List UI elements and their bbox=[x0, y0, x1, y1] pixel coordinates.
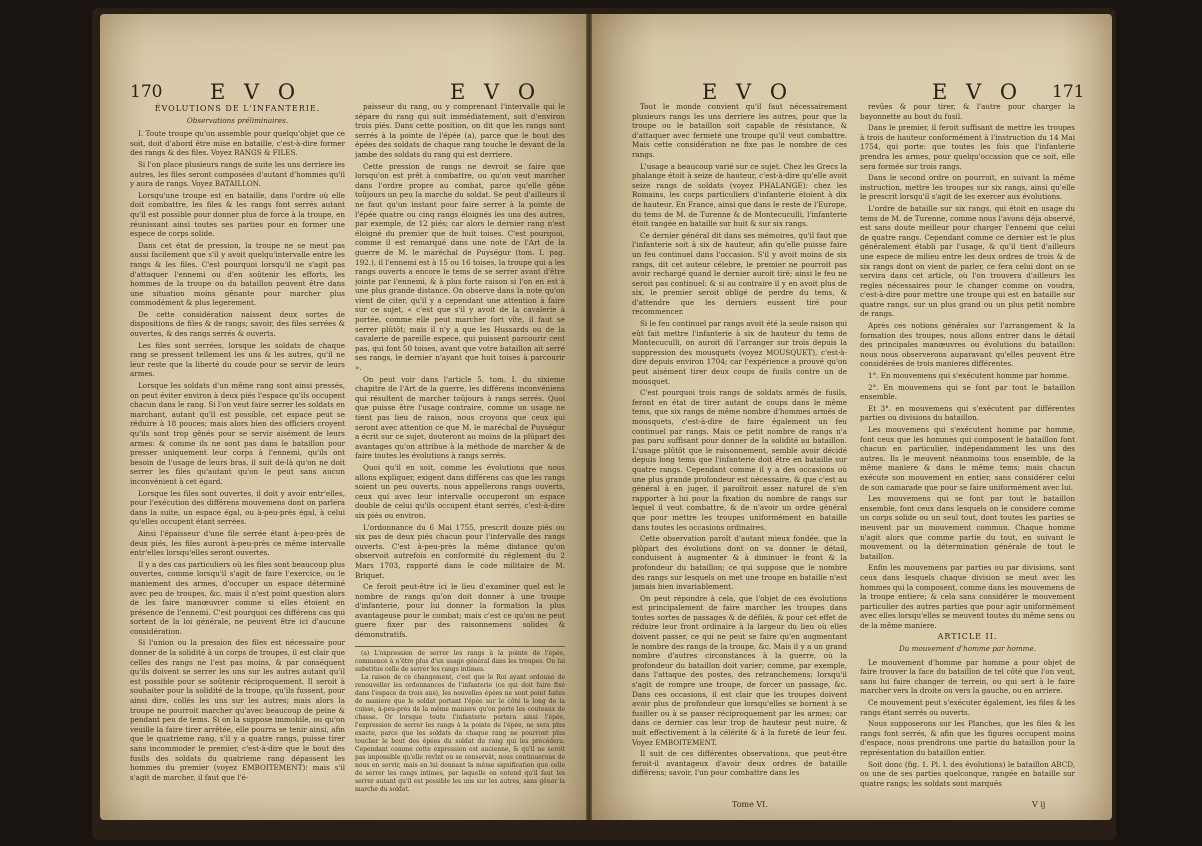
paragraph: 1°. En mouvemens qui s'exécutent homme par homme. bbox=[868, 371, 1070, 381]
article-subtitle: Du mouvement d'homme par homme. bbox=[898, 644, 1037, 654]
paragraph: Les mouvemens qui s'exécutent homme par homme, font ceux que les hommes qui composent le bataillon font chacun en particulier, indépendamment les uns des autres. Ils le meuvent néanmoins tous ensemble, de la même maniere & dans le même tems; mais chacun exécute son mouvement en entier, sans considérer celui de son camarade que pour se faire uniformément avec lui. bbox=[860, 425, 1075, 492]
paragraph: Soit donc (fig. 1. Pl. I. des évolutions) le bataillon ABCD, ou une de ses parties quelconque, rangée en bataille sur quatre rangs; les soldats sont marqués bbox=[860, 759, 1075, 788]
paragraph: paisseur du rang, ou y comprenant l'intervalle qui le sépare du rang qui suit immédiatement, soit d'environ trois piés. Dans cette position, on dit que les rangs sont serrés à la pointe de l'épée (a), parce que le bout des épées des soldats de chaque rang touche le devant de la jambe des soldats du rang qui est derriere. bbox=[355, 102, 565, 159]
paragraph: On peut répondre à cela, que l'objet de ces évolutions est principalement de faire marcher les troupes dans toutes sortes de passages & de défilés, & pour cet effet de réduire leur front ordinaire à la largeur du lieu où elles doivent passer, ce qui ne peut se faire qu'en augmentant le nombre des rangs de la troupe, &c. Mais il y a un grand nombre d'autres circonstances à la guerre, où la profondeur du bataillon doit varier; comme, par exemple, dans l'attaque des postes, des retranchemens; lorsqu'il s'agit de rompre une troupe, de forcer un passage, &c. Dans ces occasions, il est clair que les troupes doivent avoir plus de profondeur que lorsqu'elles se bornent à se fusiller ou à se passer réciproquement par les armes; car dans ce dernier cas leur trop de hauteur peut nuire, & nuit effectivement à la célérité & à la fureté de leur feu. Voyez EMBOITEMENT. bbox=[632, 593, 847, 747]
right-page bbox=[592, 14, 1112, 820]
right-page-number: 171 bbox=[1052, 82, 1085, 102]
paragraph: Lorsque les soldats d'un même rang sont ainsi pressés, on peut éviter environ à deux piés l'espace qu'ils occupent chacun dans le rang. Si l'on veut faire serrer les soldats en marchant, autant qu'il est possible, cet espace peut se réduire à 18 pouces; mais alors bien des officiers croyent qu'ils sont trop gênés pour se servir aisément de leurs armes: & comme ils ne sont pas dans le bataillon pour presser uniquement leur corps à l'ennemi, qu'ils ont besoin de l'usage de leurs bras, il suit de-là qu'on ne doit serrer les files qu'autant qu'on le peut sans aucun inconvénient à cet égard. bbox=[130, 381, 345, 486]
paragraph: Lorsqu'une troupe est en bataille, dans l'ordre où elle doit combattre, les files & les rangs font serrés autant qu'il est possible pour donner plus de force à la troupe, en réunissant ainsi toutes ses parties pour en former une espece de corps solide. bbox=[130, 190, 345, 239]
paragraph: Ce feroit peut-être ici le lieu d'examiner quel est le nombre de rangs qu'on doit donner à une troupe d'infanterie, pour lui donner la formation la plus avantageuse pour le combat; mais c'est ce qu'on ne peut guere fixer par des raisonnemens solides & démonstratifs. bbox=[355, 582, 565, 640]
right-running-head-2: E V O bbox=[932, 80, 1024, 104]
paragraph: revûes & pour tirer, & l'autre pour charger la bayonnette au bout du fusil. bbox=[860, 102, 1075, 121]
paragraph: Et 3°. en mouvemens qui s'exécutent par différentes parties ou divisions du bataillon. bbox=[860, 403, 1075, 423]
paragraph: C'est pourquoi trois rangs de soldats armés de fusils, feront en état de tirer autant de coups dans le même tems, que six rangs de même nombre d'hommes armés de mousquets, c'est-à-dire de faire également un feu continuel par rangs. Mais ce petit nombre de rangs n'a pas paru suffisant pour donner de la solidité au bataillon. L'usage plûtôt que le raisonnement, semble avoir décidé depuis long tems que l'infanterie doit être en bataille sur quatre rangs. Cependant comme il y a des occasions où une plus grande profondeur est nécessaire, & que c'est au général à en juger, il paroîtroit assez naturel de s'en rapporter à lui pour la fixation du nombre de rangs sur lequel il veut combattre, & de n'avoir un ordre général que pour mettre les troupes uniformément en bataille dans toutes les occasions ordinaires. bbox=[632, 388, 847, 532]
paragraph: Il suit de ces différentes observations, que peut-être feroit-il avantageux d'avoir deux ordres de bataille différens; savoir, l'un pour combattre dans les bbox=[632, 749, 847, 778]
paragraph: L'ordre de bataille sur six rangs, qui étoit en usage du tems de M. de Turenne, comme nous l'avons déja observé, est sans doute meilleur pour charger l'ennemi que celui de quatre rangs. Cependant comme ce dernier est le plus généralement établi par l'usage, & qu'il tient d'ailleurs une espece de milieu entre les deux ordres de trois & de six rangs dont on vient de parler, ce fera celui dont on se servira dans cet article, où l'on trouvera d'ailleurs les regles nécessaires pour le changer comme on voudra, c'est-à-dire pour mettre une troupe qui est en bataille sur quatre rangs, sur un plus grand ou un plus petit nombre de rangs. bbox=[860, 203, 1075, 319]
paragraph: Dans cet état de pression, la troupe ne se meut pas aussi facilement que s'il y avoit quelqu'intervalle entre les rangs & les files. C'est pourquoi lorsqu'il ne s'agit pas d'attaquer l'ennemi ou d'en soûtenir les efforts, les hommes de la troupe ou du bataillon peuvent être dans une situation moins gênante pour marcher plus commodément & plus legerement. bbox=[130, 240, 345, 308]
paragraph: Si le feu continuel par rangs avoit été la seule raison qui eût fait mettre l'infanterie à six de hauteur du tems de Montecuculli, on auroit dû l'arranger sur trois depuis la suppression des mousquets (voyez MOUSQUET), c'est-à-dire depuis environ 1704; car l'expérience a prouvé qu'on peut aisément tirer deux coups de fusils contre un de mousquet. bbox=[632, 319, 847, 386]
paragraph: Ce mouvement peut s'exécuter également, les files & les rangs étant serrés ou ouverts. bbox=[860, 698, 1075, 717]
paragraph: Cette observation paroît d'autant mieux fondée, que la plûpart des évolutions dont on va donner le détail, conduisent à augmenter & à diminuer le front & la profondeur du bataillon; ce qui suppose que le nombre des rangs sur lesquels on met une troupe en bataille n'est jamais bien invariablement. bbox=[632, 534, 847, 592]
footnote-line: (a) L'expression de serrer les rangs à la pointe de l'épée, commence à n'être plus d'un usage général dans les troupes. On lui substitue celle de serrer les rangs intimes. bbox=[355, 649, 565, 673]
right-column-2 bbox=[860, 102, 1075, 792]
left-running-head-1: E V O bbox=[210, 80, 302, 104]
paragraph: Si l'union ou la pression des files est nécessaire pour donner de la solidité à un corps de troupes, il est clair que celles des rangs ne l'est pas moins, & par conséquent qu'ils doivent se serrer les uns sur les autres autant qu'il est possible pour se soûtenir réciproquement. Il seroit à souhaiter pour la solidité de la troupe, qu'ils fussent, pour ainsi dire, collés les uns sur les autres; mais alors la troupe ne pourroit marcher qu'avec beaucoup de peine & pendant peu de tems. Si on la suppose immobile, ou qu'on veuille la faire tirer arrêtée, elle pourra se tenir ainsi, afin que le quatrieme rang, s'il y a quatre rangs, puisse tirer sans incommoder le premier, c'est-à-dire que le bout des fusils des soldats du quatrieme rang dépassent les hommes du premier (voyez EMBOITEMENT): mais s'il s'agit de marcher, il faut que l'é- bbox=[130, 638, 345, 782]
paragraph: Le mouvement d'homme par homme a pour objet de faire trouver la face du bataillon de tel côté que l'on veut, sans lui faire changer de terrein, ou qui sert à le faire marcher vers la droite ou vers la gauche, ou en arriere. bbox=[860, 657, 1075, 696]
left-page bbox=[100, 14, 586, 820]
paragraph: I. Toute troupe qu'on assemble pour quelqu'objet que ce soit, doit d'abord être mise en bataille, c'est-à-dire former des rangs & des files. Voyez RANGS & FILES. bbox=[130, 129, 345, 158]
paragraph: 2°. En mouvemens qui se font par tout le bataillon ensemble. bbox=[860, 382, 1075, 402]
section-title: ÉVOLUTIONS DE L'INFANTERIE. bbox=[154, 104, 321, 113]
paragraph: Les mouvemens qui se font par tout le bataillon ensemble, font ceux dans lesquels on le considere comme un corps solide ou un seul tout, dont toutes les parties se meuvent par un mouvement commun. Chaque homme n'agit alors que comme partie du tout, en suivant le mouvement ou la détermination générale de tout le bataillon. bbox=[860, 494, 1075, 561]
volume-footer: Tome VI. bbox=[732, 800, 768, 809]
footnote bbox=[355, 646, 565, 794]
section-subtitle: Observations préliminaires. bbox=[186, 115, 289, 125]
paragraph: Après ces notions générales sur l'arrangement & la formation des troupes, nous allons entrer dans le détail des principales manœuvres ou évolutions du bataillon: nous nous observerons auparavant qu'elles peuvent être considérées de trois manieres différentes. bbox=[860, 321, 1075, 369]
paragraph: Nous supposerons sur les Planches, que les files & les rangs font serrés, & afin que les figures occupent moins d'espace, nous prendrons une partie du bataillon pour la représentation du bataillon entier. bbox=[860, 719, 1075, 757]
paragraph: Dans le second ordre on pourroit, en suivant la même instruction, mettre les troupes sur six rangs, ainsi qu'elle le prescrit lorsqu'il s'agit de les exercer aux évolutions. bbox=[860, 173, 1075, 202]
paragraph: L'usage a beaucoup varié sur ce sujet. Chez les Grecs la phalange étoit à seize de hauteur, c'est-à-dire qu'elle avoit seize rangs de soldats (voyez PHALANGE): chez les Romains, les corps particuliers d'infanterie étoient à dix de hauteur. En France, ainsi que dans le reste de l'Europe, du tems de M. de Turenne & de Montecuculli, l'infanterie étoit rangée en bataille sur huit & sur six rangs. bbox=[632, 161, 847, 229]
paragraph: Dans le premier, il feroit suffisant de mettre les troupes à trois de hauteur conformément à l'instruction du 14 Mai 1754, qui porte: que toutes les fois que l'infanterie prendra les armes, pour quelqu'occasion que ce soit, elle sera formée sur trois rangs. bbox=[860, 123, 1075, 171]
paragraph: Cette pression de rangs ne devroit se faire que lorsqu'on est prêt à combattre, ou qu'on veut marcher dans l'ordre propre au combat, parce qu'elle gêne toûjours un peu la marche du soldat. Se peut d'ailleurs il ne faut qu'un instant pour faire serrer à la pointe de l'épée quatre ou cinq rangs éloignés les uns des autres, par exemple, de 12 piés; car alors le dernier rang n'est éloigné du premier que de huit toises. C'est pourquoi, comme il est remarqué dans une note de l'Art de la guerre de M. le maréchal de Puységur (tom. I. pag. 192.), il l'ennemi est à 15 ou 16 toises, la troupe qui a les rangs ouverts a encore le tems de se serrer avant d'être jointe par l'ennemi, & à plus forte raison si l'on en est à une plus grande distance. On observe dans la note qu'on vient de citer, qu'il y a cependant une attention à faire sur ce sujet, « c'est que s'il y avoit de la cavalerie à portée, comme elle peut marcher fort vîte, il faut se serrer plûtôt; mais il n'y a que les Hussards ou de la cavalerie de pareille espece, qui puissent parcourir cent pas, qui font 50 toises, avant que votre bataillon ait serré ses rangs, le dernier n'ayant que huit toises à parcourir ». bbox=[355, 161, 565, 373]
paragraph: On peut voir dans l'article 5. tom. I. du sixieme chapitre de l'Art de la guerre, les différens inconvéniens qui résultent de marcher toûjours à rangs serrés. Quoi que puisse être l'usage contraire, comme un usage ne tient pas lieu de raison, nous croyons que ceux qui seront avec attention ce que M. le maréchal de Puységur a écrit sur ce sujet, douteront au moins de la plûpart des avantages qu'on attribue à la méthode de marcher & de faire toutes les évolutions à rangs serrés. bbox=[355, 374, 565, 461]
paragraph: Les files sont serrées, lorsque les soldats de chaque rang se pressent tellement les uns & les autres, qu'il ne leur reste que la liberté du coude pour se servir de leurs armes. bbox=[130, 340, 345, 379]
paragraph: Lorsque les files sont ouvertes, il doit y avoir entr'elles, pour l'exécution des différens mouvemens dont on parlera dans la suite, un espace égal, ou à-peu-près égal, à celui qu'elles occupent étant serrées. bbox=[130, 488, 345, 527]
paragraph: L'ordonnance du 6 Mai 1755, prescrit douze piés ou six pas de deux piés chacun pour l'intervalle des rangs ouverts. C'est à-peu-près la même distance qu'on observoit autrefois en conformité du réglement du 2 Mars 1703, rapporté dans le code militaire de M. Briquet. bbox=[355, 522, 565, 580]
paragraph: Ainsi l'épaisseur d'une file serrée étant à-peu-près de deux piés, les files auront à-peu-près ce même intervalle entr'elles lorsqu'elles seront ouvertes. bbox=[130, 528, 345, 558]
article-title: ARTICLE II. bbox=[937, 632, 998, 642]
paragraph: De cette considération naissent deux sortes de dispositions de files & de rangs; savoir, des files serrées & ouvertes, & des rangs serrés & ouverts. bbox=[130, 309, 345, 339]
left-page-number: 170 bbox=[130, 82, 163, 102]
left-column-1 bbox=[130, 102, 345, 802]
paragraph: Quoi qu'il en soit, comme les évolutions que nous allons expliquer, exigent dans différens cas que les rangs soient un peu ouverts, nous appellerons rangs ouverts, ceux qui avec leur intervalle occuperont un espace double de celui qu'ils occupent étant serrés, c'est-à-dire six piés ou environ. bbox=[355, 462, 565, 520]
paragraph: Tout le monde convient qu'il faut nécessairement plusieurs rangs les uns derriere les autres, pour que la troupe ou le bataillon soit capable de résistance, & d'attaquer avec fermeté une troupe qu'il veut combattre. Mais cette considération ne fixe pas le nombre de ces rangs. bbox=[632, 102, 847, 159]
paragraph: Ce dernier général dit dans ses mémoires, qu'il faut que l'infanterie soit à six de hauteur, afin qu'elle puisse faire un feu continuel dans l'occasion. S'il y avoit moins de six rangs, dit cet auteur célebre, le premier ne pourroit pas avoir rechargé quand le dernier auroit tiré; ainsi le feu ne seroit pas continuel: & si au contraire il y en avoit plus de six, le premier seroit obligé de perdre du tems, & d'attendre que les derniers eussent tiré pour recommencer. bbox=[632, 230, 847, 317]
paragraph: Enfin les mouvemens par parties ou par divisions, sont ceux dans lesquels chaque division se meut avec les hommes qui la composent, comme dans les mouvemens de la troupe entiere; & cela sans considérer le mouvement particulier des autres parties que pour agir uniformément avec elles lorsqu'elles se meuvent toutes du même sens ou de la même maniere. bbox=[860, 563, 1075, 630]
paragraph: Il y a des cas particuliers où les files sont beaucoup plus ouvertes, comme lorsqu'il s'agit de faire l'exercice, ou le maniement des armes, d'occuper un espace déterminé avec peu de troupes, &c. mais il n'est point question alors de les faire manœuvrer comme si elles étoient en présence de l'ennemi. C'est pourquoi ces différens cas qui sortent de la loi générale, ne peuvent être ici d'aucune considération. bbox=[130, 559, 345, 636]
footnote-line: La raison de ce changement, c'est que le Roi ayant ordonné de renouveller les ordonnances de l'infanterie (ce qui doit faire fixé dans l'espace de trois ans), les nouvelles épées ne sont point faites de maniere que le soldat portant l'épée sur le côté le long de la cuisse, à-peu-près de la même maniere qu'on porte les couteaux de chasse. Or lorsque toute l'infanterie portera ainsi l'épée, l'expression de serrer les rangs à la pointe de l'épée, ne sera plus exacte, parce que les soldats de chaque rang ne pourront plus toucher le bout des épées du soldat du rang qui les précédera. Cependant comme cette expression est ancienne, & qu'il ne seroit pas impossible qu'elle revînt ou se conservât, nous continuerons de nous en servir, mais en lui donnant la même signification que celle de serrer les rangs intimes, par laquelle on entend qu'il faut les serrer autant qu'il est possible les uns sur les autres, sans gêner la marche du soldat. bbox=[355, 673, 565, 793]
right-running-head-1: E V O bbox=[702, 80, 794, 104]
paragraph: Si l'on place plusieurs rangs de suite les uns derriere les autres, les files seront composées d'autant d'hommes qu'il y aura de rangs. Voyez BATAILLON. bbox=[130, 159, 345, 189]
signature-mark: V ij bbox=[1032, 800, 1046, 809]
right-column-1 bbox=[632, 102, 847, 792]
left-column-2 bbox=[355, 102, 565, 802]
left-running-head-2: E V O bbox=[450, 80, 542, 104]
